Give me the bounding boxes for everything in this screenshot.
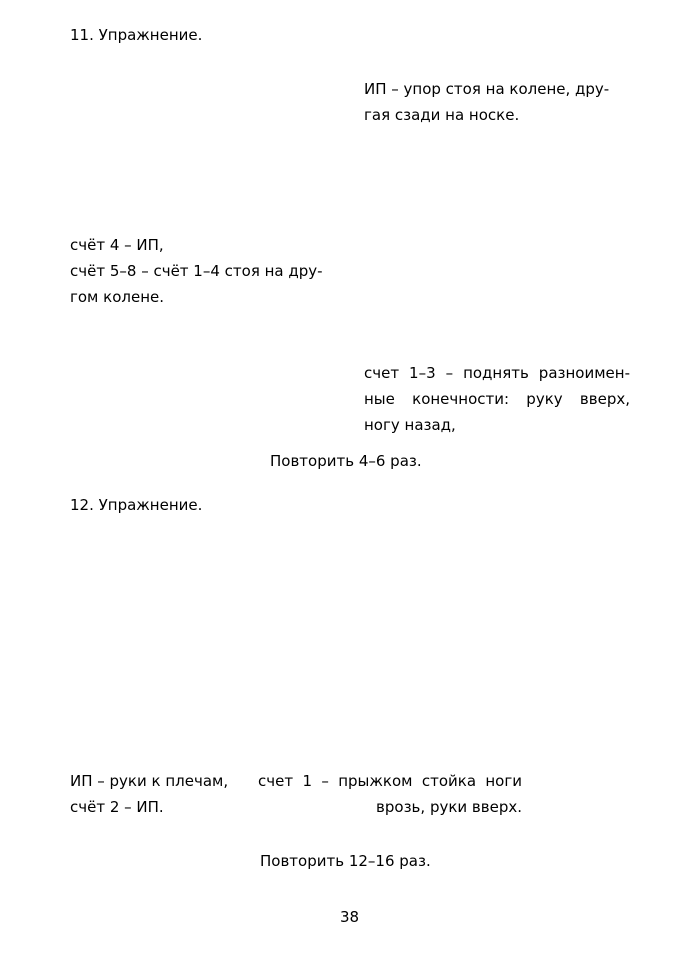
text-line: ИП – руки к плечам,: [70, 772, 229, 790]
text-line: гом колене.: [70, 288, 164, 306]
text-line: ногу назад,: [364, 416, 456, 434]
exercise-12-right: [258, 768, 522, 820]
exercise-11-start-position: [364, 76, 630, 128]
exercise-12-heading: 12. Упражнение.: [70, 496, 203, 514]
text-line: счёт 2 – ИП.: [70, 798, 164, 816]
exercise-11-heading: 11. Упражнение.: [70, 26, 203, 44]
text-line: счет 1–3 – поднять разноимен-: [364, 364, 630, 382]
exercise-11-count-right: [364, 360, 630, 438]
text-line: ИП – упор стоя на колене, дру-: [364, 80, 610, 98]
text-line: счет 1 – прыжком стойка ноги: [258, 772, 522, 790]
page-number: 38: [340, 908, 360, 926]
exercise-11-repeat: Повторить 4–6 раз.: [270, 452, 422, 470]
exercise-11-count-left: [70, 232, 323, 310]
text-line: счёт 5–8 – счёт 1–4 стоя на дру-: [70, 262, 323, 280]
exercise-12-left: [70, 768, 228, 820]
exercise-12-repeat: Повторить 12–16 раз.: [260, 852, 431, 870]
text-line: счёт 4 – ИП,: [70, 236, 164, 254]
text-line: ные конечности: руку вверх,: [364, 390, 630, 408]
text-line: гая сзади на носке.: [364, 106, 520, 124]
text-line: врозь, руки вверх.: [376, 798, 522, 816]
